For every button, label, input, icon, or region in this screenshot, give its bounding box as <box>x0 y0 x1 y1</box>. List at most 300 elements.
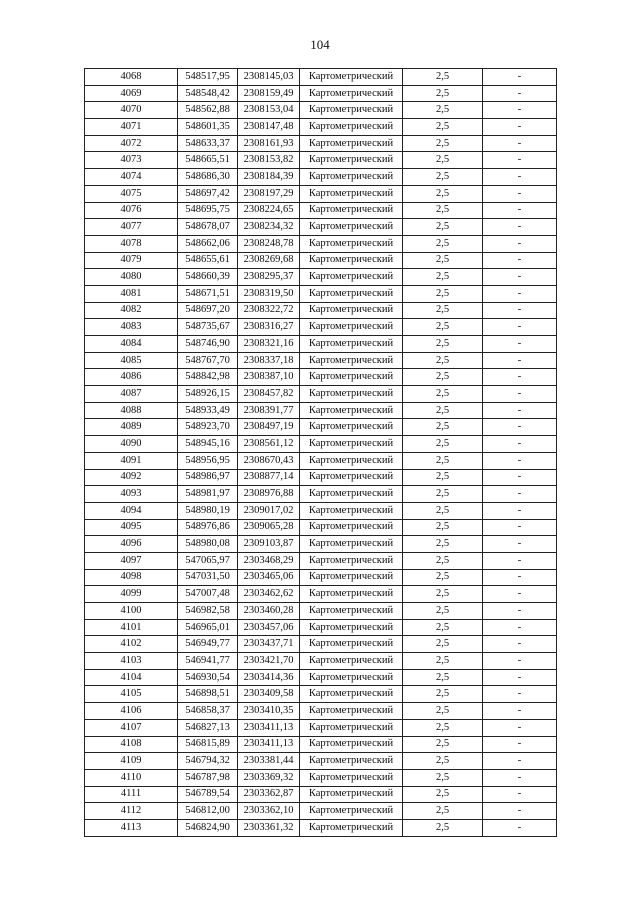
coordinate-y-cell: 2308153,04 <box>238 102 300 119</box>
point-number-cell: 4097 <box>85 552 178 569</box>
coordinate-y-cell: 2308269,68 <box>238 252 300 269</box>
coordinate-y-cell: 2303362,10 <box>238 803 300 820</box>
method-cell: Картометрический <box>300 102 403 119</box>
method-cell: Картометрический <box>300 502 403 519</box>
description-cell: - <box>483 636 557 653</box>
accuracy-cell: 2,5 <box>403 769 483 786</box>
method-cell: Картометрический <box>300 519 403 536</box>
point-number-cell: 4077 <box>85 219 178 236</box>
coordinate-x-cell: 548735,67 <box>178 319 238 336</box>
coordinate-x-cell: 548517,95 <box>178 69 238 86</box>
point-number-cell: 4106 <box>85 703 178 720</box>
point-number-cell: 4088 <box>85 402 178 419</box>
accuracy-cell: 2,5 <box>403 452 483 469</box>
accuracy-cell: 2,5 <box>403 469 483 486</box>
point-number-cell: 4099 <box>85 586 178 603</box>
point-number-cell: 4072 <box>85 135 178 152</box>
accuracy-cell: 2,5 <box>403 552 483 569</box>
description-cell: - <box>483 686 557 703</box>
description-cell: - <box>483 619 557 636</box>
description-cell: - <box>483 653 557 670</box>
method-cell: Картометрический <box>300 669 403 686</box>
table-row <box>85 85 557 102</box>
method-cell: Картометрический <box>300 603 403 620</box>
method-cell: Картометрический <box>300 653 403 670</box>
method-cell: Картометрический <box>300 336 403 353</box>
table-row <box>85 302 557 319</box>
description-cell: - <box>483 603 557 620</box>
table-row <box>85 135 557 152</box>
coordinate-x-cell: 548746,90 <box>178 336 238 353</box>
method-cell: Картометрический <box>300 302 403 319</box>
table-row <box>85 669 557 686</box>
accuracy-cell: 2,5 <box>403 402 483 419</box>
coordinate-x-cell: 546794,32 <box>178 753 238 770</box>
table-row <box>85 653 557 670</box>
point-number-cell: 4083 <box>85 319 178 336</box>
coordinate-y-cell: 2309017,02 <box>238 502 300 519</box>
accuracy-cell: 2,5 <box>403 536 483 553</box>
accuracy-cell: 2,5 <box>403 169 483 186</box>
description-cell: - <box>483 469 557 486</box>
accuracy-cell: 2,5 <box>403 753 483 770</box>
coordinate-x-cell: 548697,42 <box>178 185 238 202</box>
coordinate-x-cell: 548601,35 <box>178 119 238 136</box>
method-cell: Картометрический <box>300 552 403 569</box>
description-cell: - <box>483 69 557 86</box>
coordinate-y-cell: 2309103,87 <box>238 536 300 553</box>
coordinate-x-cell: 548933,49 <box>178 402 238 419</box>
method-cell: Картометрический <box>300 152 403 169</box>
description-cell: - <box>483 753 557 770</box>
coordinate-y-cell: 2308321,16 <box>238 336 300 353</box>
point-number-cell: 4093 <box>85 486 178 503</box>
method-cell: Картометрический <box>300 469 403 486</box>
description-cell: - <box>483 786 557 803</box>
coordinate-y-cell: 2308976,88 <box>238 486 300 503</box>
accuracy-cell: 2,5 <box>403 653 483 670</box>
coordinate-y-cell: 2308184,39 <box>238 169 300 186</box>
point-number-cell: 4110 <box>85 769 178 786</box>
coordinate-x-cell: 546941,77 <box>178 653 238 670</box>
method-cell: Картометрический <box>300 569 403 586</box>
coordinate-x-cell: 548655,61 <box>178 252 238 269</box>
coordinate-y-cell: 2303381,44 <box>238 753 300 770</box>
description-cell: - <box>483 569 557 586</box>
accuracy-cell: 2,5 <box>403 619 483 636</box>
accuracy-cell: 2,5 <box>403 119 483 136</box>
accuracy-cell: 2,5 <box>403 352 483 369</box>
coordinate-y-cell: 2303462,62 <box>238 586 300 603</box>
accuracy-cell: 2,5 <box>403 569 483 586</box>
method-cell: Картометрический <box>300 169 403 186</box>
coordinate-y-cell: 2308319,50 <box>238 285 300 302</box>
accuracy-cell: 2,5 <box>403 85 483 102</box>
table-row <box>85 502 557 519</box>
description-cell: - <box>483 536 557 553</box>
description-cell: - <box>483 235 557 252</box>
coordinates-table <box>84 68 557 837</box>
coordinate-x-cell: 548842,98 <box>178 369 238 386</box>
coordinate-x-cell: 546982,58 <box>178 603 238 620</box>
coordinate-x-cell: 546965,01 <box>178 619 238 636</box>
point-number-cell: 4112 <box>85 803 178 820</box>
table-row <box>85 185 557 202</box>
method-cell: Картометрический <box>300 419 403 436</box>
coordinate-x-cell: 546789,54 <box>178 786 238 803</box>
method-cell: Картометрический <box>300 719 403 736</box>
point-number-cell: 4081 <box>85 285 178 302</box>
accuracy-cell: 2,5 <box>403 603 483 620</box>
point-number-cell: 4107 <box>85 719 178 736</box>
method-cell: Картометрический <box>300 703 403 720</box>
description-cell: - <box>483 135 557 152</box>
description-cell: - <box>483 386 557 403</box>
coordinate-y-cell: 2303468,29 <box>238 552 300 569</box>
method-cell: Картометрический <box>300 436 403 453</box>
point-number-cell: 4079 <box>85 252 178 269</box>
table-row <box>85 235 557 252</box>
table-row <box>85 352 557 369</box>
point-number-cell: 4091 <box>85 452 178 469</box>
method-cell: Картометрический <box>300 202 403 219</box>
coordinate-x-cell: 546827,13 <box>178 719 238 736</box>
table-row <box>85 219 557 236</box>
table-row <box>85 202 557 219</box>
method-cell: Картометрический <box>300 369 403 386</box>
method-cell: Картометрический <box>300 536 403 553</box>
coordinate-y-cell: 2308670,43 <box>238 452 300 469</box>
point-number-cell: 4080 <box>85 269 178 286</box>
description-cell: - <box>483 402 557 419</box>
table-row <box>85 719 557 736</box>
point-number-cell: 4078 <box>85 235 178 252</box>
table-row <box>85 803 557 820</box>
coordinate-y-cell: 2308497,19 <box>238 419 300 436</box>
accuracy-cell: 2,5 <box>403 419 483 436</box>
table-row <box>85 252 557 269</box>
coordinate-x-cell: 547065,97 <box>178 552 238 569</box>
point-number-cell: 4076 <box>85 202 178 219</box>
table-row <box>85 469 557 486</box>
method-cell: Картометрический <box>300 352 403 369</box>
table-row <box>85 769 557 786</box>
coordinate-y-cell: 2303421,70 <box>238 653 300 670</box>
coordinate-x-cell: 546898,51 <box>178 686 238 703</box>
coordinate-y-cell: 2303410,35 <box>238 703 300 720</box>
accuracy-cell: 2,5 <box>403 502 483 519</box>
coordinate-y-cell: 2308234,32 <box>238 219 300 236</box>
coordinate-y-cell: 2308457,82 <box>238 386 300 403</box>
accuracy-cell: 2,5 <box>403 519 483 536</box>
coordinate-y-cell: 2303409,58 <box>238 686 300 703</box>
accuracy-cell: 2,5 <box>403 436 483 453</box>
table-row <box>85 152 557 169</box>
coordinate-x-cell: 547031,50 <box>178 569 238 586</box>
coordinate-x-cell: 548980,19 <box>178 502 238 519</box>
coordinate-y-cell: 2308561,12 <box>238 436 300 453</box>
accuracy-cell: 2,5 <box>403 285 483 302</box>
description-cell: - <box>483 185 557 202</box>
coordinate-x-cell: 546858,37 <box>178 703 238 720</box>
method-cell: Картометрический <box>300 135 403 152</box>
table-row <box>85 552 557 569</box>
accuracy-cell: 2,5 <box>403 669 483 686</box>
method-cell: Картометрический <box>300 402 403 419</box>
coordinate-y-cell: 2303411,13 <box>238 719 300 736</box>
table-row <box>85 636 557 653</box>
table-row <box>85 69 557 86</box>
point-number-cell: 4092 <box>85 469 178 486</box>
coordinate-y-cell: 2308322,72 <box>238 302 300 319</box>
point-number-cell: 4098 <box>85 569 178 586</box>
point-number-cell: 4087 <box>85 386 178 403</box>
description-cell: - <box>483 436 557 453</box>
table-row <box>85 586 557 603</box>
point-number-cell: 4090 <box>85 436 178 453</box>
coordinate-x-cell: 548678,07 <box>178 219 238 236</box>
point-number-cell: 4075 <box>85 185 178 202</box>
description-cell: - <box>483 669 557 686</box>
table-row <box>85 486 557 503</box>
table-row <box>85 703 557 720</box>
accuracy-cell: 2,5 <box>403 152 483 169</box>
coordinate-y-cell: 2308159,49 <box>238 85 300 102</box>
table-row <box>85 753 557 770</box>
coordinate-y-cell: 2308877,14 <box>238 469 300 486</box>
description-cell: - <box>483 119 557 136</box>
coordinate-x-cell: 548660,39 <box>178 269 238 286</box>
point-number-cell: 4103 <box>85 653 178 670</box>
table-row <box>85 603 557 620</box>
coordinate-x-cell: 548986,97 <box>178 469 238 486</box>
point-number-cell: 4084 <box>85 336 178 353</box>
description-cell: - <box>483 169 557 186</box>
method-cell: Картометрический <box>300 686 403 703</box>
description-cell: - <box>483 319 557 336</box>
coordinate-x-cell: 548697,20 <box>178 302 238 319</box>
coordinate-x-cell: 546815,89 <box>178 736 238 753</box>
table-row <box>85 536 557 553</box>
point-number-cell: 4104 <box>85 669 178 686</box>
accuracy-cell: 2,5 <box>403 819 483 836</box>
description-cell: - <box>483 152 557 169</box>
description-cell: - <box>483 419 557 436</box>
point-number-cell: 4113 <box>85 819 178 836</box>
coordinate-x-cell: 546787,98 <box>178 769 238 786</box>
table-row <box>85 452 557 469</box>
method-cell: Картометрический <box>300 285 403 302</box>
method-cell: Картометрический <box>300 119 403 136</box>
coordinate-x-cell: 548548,42 <box>178 85 238 102</box>
coordinate-x-cell: 548633,37 <box>178 135 238 152</box>
table-row <box>85 786 557 803</box>
description-cell: - <box>483 369 557 386</box>
table-row <box>85 436 557 453</box>
table-row <box>85 336 557 353</box>
coordinate-y-cell: 2303369,32 <box>238 769 300 786</box>
description-cell: - <box>483 769 557 786</box>
table-row <box>85 369 557 386</box>
description-cell: - <box>483 285 557 302</box>
coordinate-y-cell: 2303361,32 <box>238 819 300 836</box>
coordinate-x-cell: 546824,90 <box>178 819 238 836</box>
table-row <box>85 419 557 436</box>
point-number-cell: 4096 <box>85 536 178 553</box>
point-number-cell: 4086 <box>85 369 178 386</box>
coordinate-x-cell: 547007,48 <box>178 586 238 603</box>
coordinate-y-cell: 2303414,36 <box>238 669 300 686</box>
point-number-cell: 4069 <box>85 85 178 102</box>
accuracy-cell: 2,5 <box>403 219 483 236</box>
method-cell: Картометрический <box>300 736 403 753</box>
coordinate-x-cell: 548695,75 <box>178 202 238 219</box>
accuracy-cell: 2,5 <box>403 202 483 219</box>
coordinate-y-cell: 2308145,03 <box>238 69 300 86</box>
page-number: 104 <box>310 37 330 52</box>
method-cell: Картометрический <box>300 803 403 820</box>
accuracy-cell: 2,5 <box>403 185 483 202</box>
coordinate-y-cell: 2308224,65 <box>238 202 300 219</box>
table-row <box>85 686 557 703</box>
description-cell: - <box>483 486 557 503</box>
coordinate-y-cell: 2308161,93 <box>238 135 300 152</box>
table-row <box>85 269 557 286</box>
method-cell: Картометрический <box>300 786 403 803</box>
coordinate-y-cell: 2308295,37 <box>238 269 300 286</box>
method-cell: Картометрический <box>300 452 403 469</box>
table-row <box>85 285 557 302</box>
description-cell: - <box>483 586 557 603</box>
description-cell: - <box>483 302 557 319</box>
accuracy-cell: 2,5 <box>403 703 483 720</box>
table-row <box>85 119 557 136</box>
description-cell: - <box>483 102 557 119</box>
point-number-cell: 4105 <box>85 686 178 703</box>
accuracy-cell: 2,5 <box>403 69 483 86</box>
method-cell: Картометрический <box>300 819 403 836</box>
coordinate-y-cell: 2308147,48 <box>238 119 300 136</box>
accuracy-cell: 2,5 <box>403 386 483 403</box>
coordinate-x-cell: 548665,51 <box>178 152 238 169</box>
table-row <box>85 402 557 419</box>
accuracy-cell: 2,5 <box>403 586 483 603</box>
coordinate-y-cell: 2303411,13 <box>238 736 300 753</box>
point-number-cell: 4101 <box>85 619 178 636</box>
point-number-cell: 4082 <box>85 302 178 319</box>
method-cell: Картометрический <box>300 69 403 86</box>
point-number-cell: 4071 <box>85 119 178 136</box>
coordinate-x-cell: 548976,86 <box>178 519 238 536</box>
coordinate-y-cell: 2308153,82 <box>238 152 300 169</box>
coordinate-y-cell: 2309065,28 <box>238 519 300 536</box>
accuracy-cell: 2,5 <box>403 252 483 269</box>
method-cell: Картометрический <box>300 586 403 603</box>
method-cell: Картометрический <box>300 185 403 202</box>
table-row <box>85 386 557 403</box>
coordinate-y-cell: 2308387,10 <box>238 369 300 386</box>
point-number-cell: 4108 <box>85 736 178 753</box>
accuracy-cell: 2,5 <box>403 102 483 119</box>
method-cell: Картометрический <box>300 386 403 403</box>
point-number-cell: 4095 <box>85 519 178 536</box>
description-cell: - <box>483 819 557 836</box>
description-cell: - <box>483 552 557 569</box>
table-row <box>85 569 557 586</box>
description-cell: - <box>483 519 557 536</box>
coordinate-y-cell: 2308337,18 <box>238 352 300 369</box>
description-cell: - <box>483 703 557 720</box>
method-cell: Картометрический <box>300 486 403 503</box>
accuracy-cell: 2,5 <box>403 319 483 336</box>
coordinate-x-cell: 548562,88 <box>178 102 238 119</box>
method-cell: Картометрический <box>300 252 403 269</box>
accuracy-cell: 2,5 <box>403 636 483 653</box>
description-cell: - <box>483 219 557 236</box>
point-number-cell: 4100 <box>85 603 178 620</box>
description-cell: - <box>483 269 557 286</box>
point-number-cell: 4074 <box>85 169 178 186</box>
coordinate-x-cell: 548767,70 <box>178 352 238 369</box>
accuracy-cell: 2,5 <box>403 336 483 353</box>
point-number-cell: 4070 <box>85 102 178 119</box>
coordinate-x-cell: 546812,00 <box>178 803 238 820</box>
accuracy-cell: 2,5 <box>403 803 483 820</box>
coordinate-y-cell: 2303437,71 <box>238 636 300 653</box>
coordinate-y-cell: 2303460,28 <box>238 603 300 620</box>
coordinate-x-cell: 546930,54 <box>178 669 238 686</box>
coordinate-y-cell: 2308197,29 <box>238 185 300 202</box>
table-row <box>85 736 557 753</box>
coordinate-x-cell: 548662,06 <box>178 235 238 252</box>
description-cell: - <box>483 803 557 820</box>
accuracy-cell: 2,5 <box>403 302 483 319</box>
table-row <box>85 102 557 119</box>
accuracy-cell: 2,5 <box>403 736 483 753</box>
point-number-cell: 4085 <box>85 352 178 369</box>
method-cell: Картометрический <box>300 235 403 252</box>
coordinate-y-cell: 2308391,77 <box>238 402 300 419</box>
description-cell: - <box>483 502 557 519</box>
method-cell: Картометрический <box>300 85 403 102</box>
table-row <box>85 169 557 186</box>
method-cell: Картометрический <box>300 636 403 653</box>
coordinate-y-cell: 2303465,06 <box>238 569 300 586</box>
table-row <box>85 319 557 336</box>
point-number-cell: 4111 <box>85 786 178 803</box>
description-cell: - <box>483 252 557 269</box>
coordinate-x-cell: 548945,16 <box>178 436 238 453</box>
method-cell: Картометрический <box>300 769 403 786</box>
coordinate-y-cell: 2303457,06 <box>238 619 300 636</box>
coordinate-y-cell: 2308316,27 <box>238 319 300 336</box>
method-cell: Картометрический <box>300 219 403 236</box>
accuracy-cell: 2,5 <box>403 719 483 736</box>
accuracy-cell: 2,5 <box>403 786 483 803</box>
coordinate-x-cell: 548956,95 <box>178 452 238 469</box>
accuracy-cell: 2,5 <box>403 686 483 703</box>
coordinate-y-cell: 2303362,87 <box>238 786 300 803</box>
accuracy-cell: 2,5 <box>403 135 483 152</box>
point-number-cell: 4089 <box>85 419 178 436</box>
description-cell: - <box>483 736 557 753</box>
point-number-cell: 4094 <box>85 502 178 519</box>
method-cell: Картометрический <box>300 269 403 286</box>
description-cell: - <box>483 719 557 736</box>
accuracy-cell: 2,5 <box>403 269 483 286</box>
method-cell: Картометрический <box>300 319 403 336</box>
description-cell: - <box>483 452 557 469</box>
